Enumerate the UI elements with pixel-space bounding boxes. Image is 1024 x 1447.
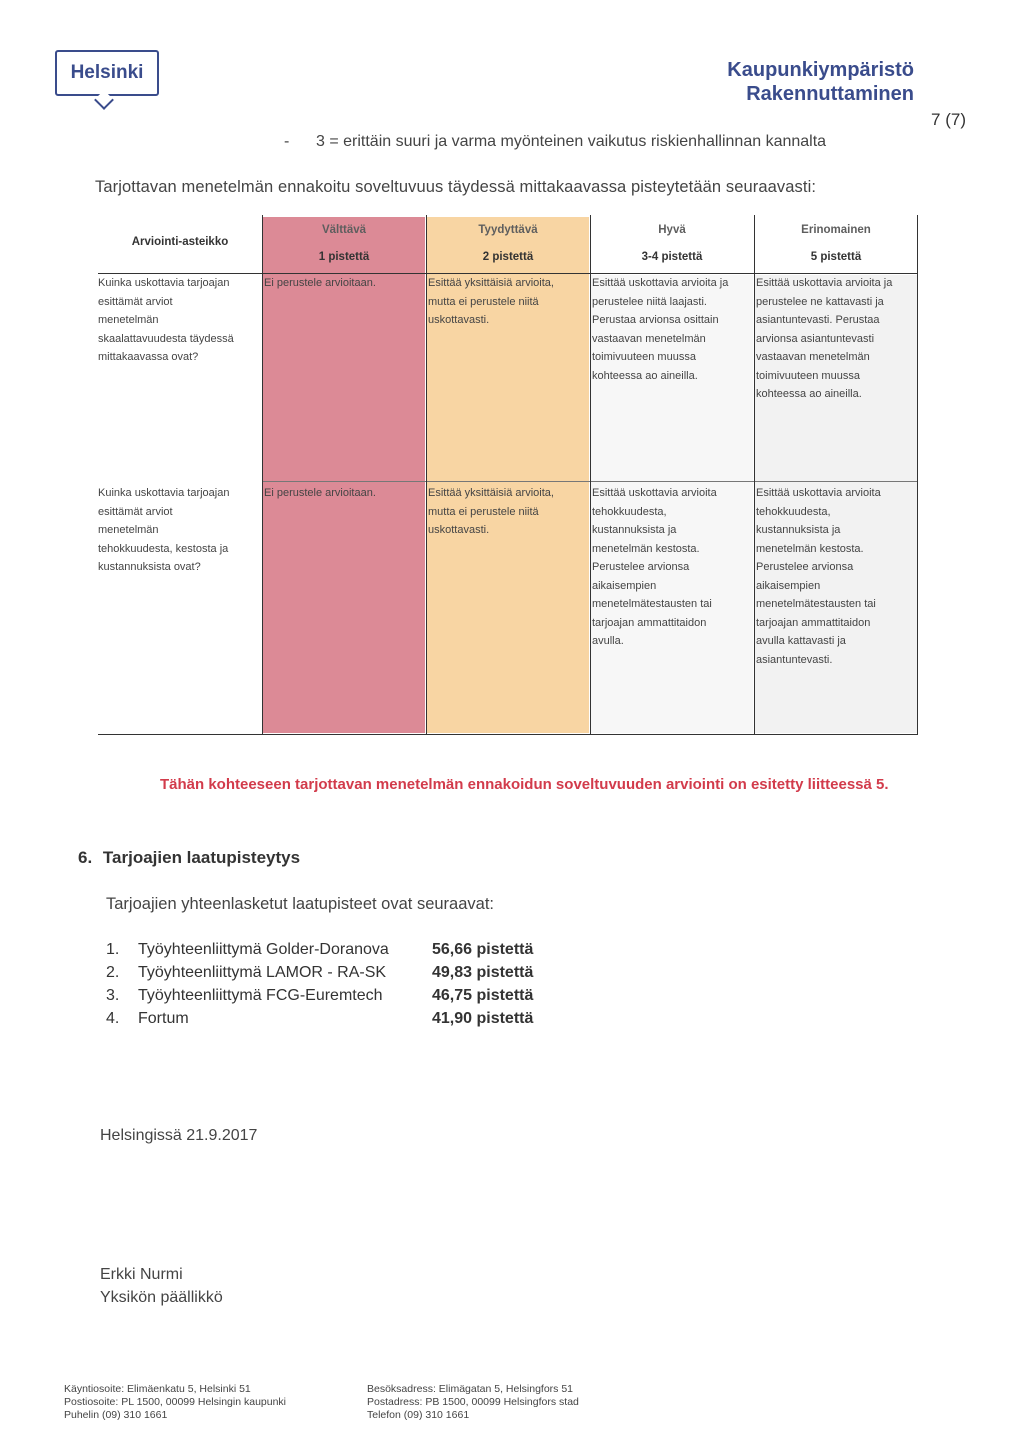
- table-intro: Tarjottavan menetelmän ennakoitu soveltuvuus täydessä mittakaavassa pisteytetään seuraavasti:: [95, 178, 817, 196]
- cell-line: avulla.: [592, 635, 624, 647]
- footer-line: Puhelin (09) 310 1661: [64, 1409, 168, 1421]
- cell-line: mutta ei perustele niitä: [428, 295, 539, 308]
- row1-tyydyttava-cell: [428, 274, 588, 330]
- scoring-table: [98, 215, 918, 735]
- signatory-name: Erkki Nurmi: [100, 1266, 183, 1283]
- cell-line: Esittää uskottavia arvioita: [592, 487, 717, 499]
- cell-line: aikaisempien: [592, 579, 657, 592]
- row1-question-line: menetelmän: [98, 314, 159, 326]
- table-vline-1: [262, 215, 263, 735]
- header-hyva-title: Hyvä: [658, 224, 686, 236]
- cell-line: perustelee ne kattavasti ja: [756, 295, 884, 308]
- bullet-item: [286, 133, 826, 151]
- cell-line: tehokkuudesta,: [756, 505, 831, 518]
- row1-question-line: mittakaavassa ovat?: [98, 351, 199, 363]
- list-item-number: 1.: [106, 941, 120, 958]
- header-erinomainen-title: Erinomainen: [801, 224, 871, 236]
- cell-line: uskottavasti.: [428, 524, 490, 536]
- row2-tyydyttava-cell: [428, 484, 588, 540]
- header-tyydyttava-title: Tyydyttävä: [478, 224, 538, 236]
- department-heading: [727, 58, 914, 106]
- cell-line: menetelmän kestosta.: [756, 542, 864, 555]
- footer-line: Käyntiosoite: Elimäenkatu 5, Helsinki 51: [64, 1383, 251, 1395]
- table-bottom-rule: [98, 734, 918, 735]
- place-date: Helsingissä 21.9.2017: [100, 1127, 258, 1144]
- row1-valttava-cell: [264, 274, 424, 293]
- bullet-dash-icon: -: [284, 133, 290, 150]
- list-item-number: 3.: [106, 987, 120, 1004]
- cell-line: Perustelee arvionsa: [756, 561, 854, 573]
- cell-line: Esittää yksittäisiä arvioita,: [428, 277, 554, 289]
- signatory-title: Yksikön päällikkö: [100, 1289, 223, 1306]
- list-item-number: 4.: [106, 1010, 120, 1027]
- list-item-points: 49,83 pistettä: [432, 964, 534, 981]
- department-line-2: Rakennuttaminen: [746, 83, 914, 105]
- section-title: Tarjoajien laatupisteytys: [102, 848, 301, 867]
- cell-line: Esittää uskottavia arvioita ja: [592, 277, 729, 289]
- cell-line: mutta ei perustele niitä: [428, 505, 539, 518]
- cell-line: Perustelee arvionsa: [592, 561, 690, 573]
- cell-line: kohteessa ao aineilla.: [756, 388, 862, 400]
- cell-line: vastaavan menetelmän: [756, 351, 870, 363]
- page-number: 7 (7): [931, 110, 966, 129]
- row2-question-line: tehokkuudesta, kestosta ja: [98, 542, 229, 555]
- cell-line: Perustaa arvionsa osittain: [592, 314, 719, 326]
- row2-question: [98, 484, 260, 577]
- list-item-name: Fortum: [138, 1010, 189, 1027]
- row2-question-line: esittämät arviot: [98, 505, 173, 518]
- helsinki-logo: [55, 50, 159, 96]
- row1-question-line: skaalattavuudesta täydessä: [98, 332, 234, 345]
- row2-question-line: kustannuksista ovat?: [98, 561, 201, 573]
- cell-line: asiantuntevasti. Perustaa: [756, 314, 880, 326]
- cell-line: arvionsa asiantuntevasti: [756, 332, 875, 345]
- cell-line: kustannuksista ja: [592, 524, 677, 536]
- cell-line: menetelmätestausten tai: [592, 598, 712, 610]
- cell-line: tehokkuudesta,: [592, 505, 667, 518]
- cell-line: perustelee niitä laajasti.: [592, 295, 707, 308]
- cell-line: menetelmän kestosta.: [592, 542, 700, 555]
- header-valttava-points: 1 pistettä: [318, 251, 370, 263]
- table-vline-3: [590, 215, 591, 735]
- cell-line: uskottavasti.: [428, 314, 490, 326]
- footer-line: Postiosoite: PL 1500, 00099 Helsingin kaupunki: [64, 1396, 287, 1408]
- footer-line: Telefon (09) 310 1661: [367, 1409, 470, 1421]
- logo-text: Helsinki: [70, 62, 144, 83]
- list-item-points: 56,66 pistettä: [432, 941, 534, 958]
- table-vline-2: [426, 215, 427, 735]
- cell-line: asiantuntevasti.: [756, 653, 833, 666]
- section-number: 6.: [78, 848, 93, 867]
- footer-right: [367, 1383, 579, 1422]
- section-intro: Tarjoajien yhteenlasketut laatupisteet ovat seuraavat:: [106, 895, 494, 913]
- row2-question-line: Kuinka uskottavia tarjoajan: [98, 487, 230, 499]
- cell-line: Esittää yksittäisiä arvioita,: [428, 487, 554, 499]
- appendix-note: Tähän kohteeseen tarjottavan menetelmän ennakoidun soveltuvuuden arviointi on esitetty liitteessä 5.: [160, 776, 889, 793]
- cell-line: menetelmätestausten tai: [756, 598, 876, 610]
- list-item-name: Työyhteenliittymä FCG-Euremtech: [138, 987, 383, 1004]
- list-item-points: 46,75 pistettä: [432, 987, 534, 1004]
- cell-line: toimivuuteen muussa: [756, 369, 860, 382]
- bullet-text: 3 = erittäin suuri ja varma myönteinen vaikutus riskienhallinnan kannalta: [316, 133, 827, 150]
- department-line-1: Kaupunkiympäristö: [727, 59, 914, 81]
- row2-erinomainen-cell: [756, 484, 916, 669]
- row2-hyva-cell: [592, 484, 752, 651]
- table-vline-4: [754, 215, 755, 735]
- cell-line: Ei perustele arvioitaan.: [264, 277, 376, 289]
- list-item-number: 2.: [106, 964, 120, 981]
- cell-line: Ei perustele arvioitaan.: [264, 487, 376, 499]
- cell-line: avulla kattavasti ja: [756, 635, 846, 647]
- header-tyydyttava-points: 2 pistettä: [482, 251, 534, 263]
- header-hyva-points: 3-4 pistettä: [641, 251, 703, 263]
- cell-line: kohteessa ao aineilla.: [592, 369, 698, 382]
- cell-line: tarjoajan ammattitaidon: [592, 616, 707, 629]
- table-vline-5: [917, 215, 918, 735]
- column-bg-valttava: [262, 217, 425, 733]
- section-heading: [78, 848, 300, 868]
- header-erinomainen-points: 5 pistettä: [810, 251, 862, 263]
- cell-line: toimivuuteen muussa: [592, 351, 696, 363]
- header-corner: Arviointi-asteikko: [131, 236, 229, 248]
- cell-line: aikaisempien: [756, 579, 821, 592]
- list-item-name: Työyhteenliittymä LAMOR - RA-SK: [138, 964, 387, 981]
- row1-hyva-cell: [592, 274, 752, 385]
- row2-question-line: menetelmän: [98, 524, 159, 536]
- header-valttava-title: Välttävä: [321, 224, 367, 236]
- footer-line: Besöksadress: Elimägatan 5, Helsingfors 51: [367, 1383, 574, 1395]
- footer-left: [64, 1383, 286, 1422]
- row1-question-line: Kuinka uskottavia tarjoajan: [98, 277, 230, 289]
- cell-line: tarjoajan ammattitaidon: [756, 616, 871, 629]
- cell-line: Esittää uskottavia arvioita ja: [756, 277, 893, 289]
- row1-question: [98, 274, 260, 367]
- row1-question-line: esittämät arviot: [98, 295, 173, 308]
- list-item-name: Työyhteenliittymä Golder-Doranova: [138, 941, 389, 958]
- list-item-points: 41,90 pistettä: [432, 1010, 534, 1027]
- cell-line: vastaavan menetelmän: [592, 332, 706, 345]
- cell-line: kustannuksista ja: [756, 524, 841, 536]
- row1-erinomainen-cell: [756, 274, 916, 404]
- row2-valttava-cell: [264, 484, 424, 503]
- cell-line: Esittää uskottavia arvioita: [756, 487, 881, 499]
- footer-line: Postadress: PB 1500, 00099 Helsingfors stad: [367, 1396, 579, 1408]
